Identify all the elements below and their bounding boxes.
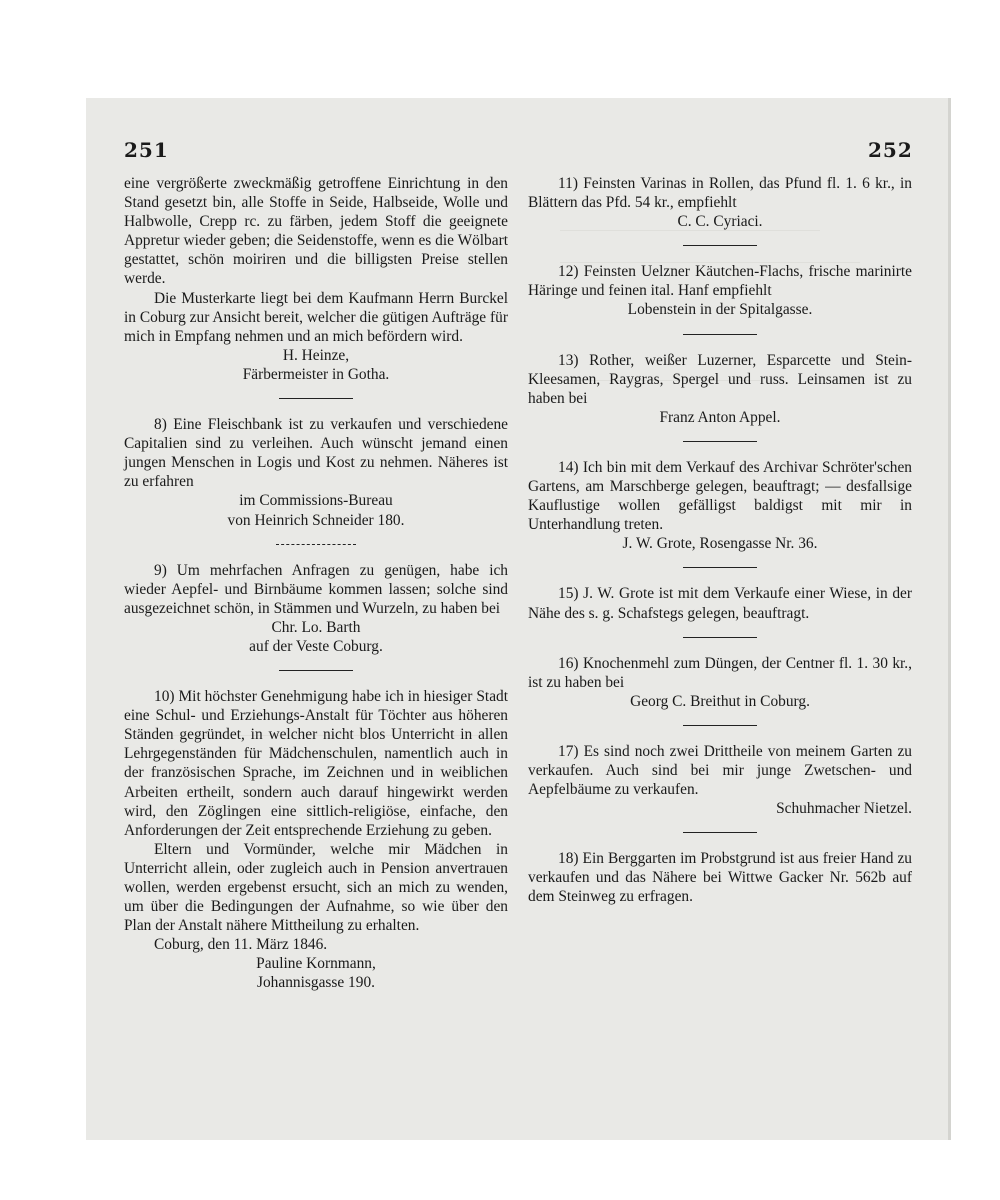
separator-rule: [683, 245, 757, 246]
separator-rule: [683, 637, 757, 638]
ad-signature: J. W. Grote, Rosengasse Nr. 36.: [622, 535, 818, 553]
separator-rule: [683, 441, 757, 442]
ad-13: [528, 351, 912, 427]
ad-signature: Pauline Kornmann,: [256, 955, 376, 973]
separator-rule: [279, 670, 353, 671]
left-column: [124, 174, 508, 993]
ad-signature: Schuhmacher Nietzel.: [776, 800, 912, 818]
ad-text: 14) Ich bin mit dem Verkauf des Archivar Schröter'schen Gartens, am Marschberge gelegen, beauftragt; — desfallsige Kauflustige wollen gefälligst baldigst mit mir in Unterhandlung treten.: [528, 458, 912, 534]
ad-text: 11) Feinsten Varinas in Rollen, das Pfund fl. 1. 6 kr., in Blättern das Pfd. 54 kr., empfiehlt: [528, 175, 912, 212]
ad-text: 18) Ein Berggarten im Probstgrund ist aus freier Hand zu verkaufen und das Nähere bei Wittwe Gacker Nr. 562b auf dem Steinweg zu erfragen.: [528, 850, 912, 906]
ad-text: 15) J. W. Grote ist mit dem Verkaufe einer Wiese, in der Nähe des s. g. Schafstegs gelegen, beauftragt.: [528, 585, 912, 622]
ad-12: [528, 262, 912, 319]
ad-signature: Georg C. Breithut in Coburg.: [630, 692, 810, 710]
separator-rule: [683, 725, 757, 726]
separator-rule: [683, 334, 757, 335]
right-column: [528, 174, 912, 907]
ad-text: eine vergrößerte zweckmäßig getroffene Einrichtung in den Stand gesetzt bin, alle Stoffe in Seide, Halbseide, Wolle und Halbwolle, Crepp rc. zu färben, jedem Stoff die geeignete Appretur wieder geben; die Seidenstoffe, wenn es die Wölbart gestattet, schön moiriren und die billigsten Preise stellen werde.: [124, 175, 508, 288]
ad-text: Eltern und Vormünder, welche mir Mädchen in Unterricht allein, oder zugleich auch in Pension anvertrauen wollen, werden ergebenst ersucht, sich an mich zu wenden, um über die Bedingungen der Aufnahme, so wie über den Plan der Anstalt nähere Mittheilung zu erhalten.: [124, 840, 508, 935]
separator-rule: [683, 832, 757, 833]
ad-signature: von Heinrich Schneider 180.: [227, 511, 405, 529]
ad-8: [124, 415, 508, 530]
ad-text: Die Musterkarte liegt bei dem Kaufmann Herrn Burckel in Coburg zur Ansicht bereit, welcher die gütigen Aufträge für mich in Empfang nehmen und an mich befördern wird.: [124, 289, 508, 345]
ad-text: 12) Feinsten Uelzner Käutchen-Flachs, frische marinirte Häringe und feinen ital. Hanf empfiehlt: [528, 263, 912, 300]
ad-text: 10) Mit höchster Genehmigung habe ich in hiesiger Stadt eine Schul- und Erziehungs-Anstalt für Töchter aus höheren Ständen gegründet, in welcher nicht blos Unterricht in allen Lehrgegenständen für Mädchenschulen, namentlich auch in der französischen Sprache, im Zeichnen und in weiblichen Arbeiten ertheilt, sondern auch darauf hingewirkt werden wird, den Zöglingen eine sittlich-religiöse, einfache, den Anforderungen der Zeit entsprechende Erziehung zu geben.: [124, 688, 508, 839]
ad-9: [124, 561, 508, 656]
ad-16: [528, 654, 912, 711]
ad-15: [528, 584, 912, 622]
left-page-number: 251: [124, 138, 169, 162]
separator-rule: [279, 398, 353, 399]
ad-signature: auf der Veste Coburg.: [249, 637, 383, 655]
ad-signature: Chr. Lo. Barth: [271, 618, 361, 636]
ad-18: [528, 849, 912, 906]
ad-10: [124, 687, 508, 993]
ad-signature: C. C. Cyriaci.: [677, 213, 763, 231]
ad-signature: Färbermeister in Gotha.: [242, 365, 390, 383]
ad-text: 9) Um mehrfachen Anfragen zu genügen, habe ich wieder Aepfel- und Birnbäume kommen lassen; solche sind ausgezeichnet schön, in Stämmen und Wurzeln, zu haben bei: [124, 561, 508, 617]
ad-14: [528, 458, 912, 553]
ad-signature: Johannisgasse 190.: [257, 974, 375, 992]
ad-text: 8) Eine Fleischbank ist zu verkaufen und verschiedene Capitalien sind zu verleihen. Auch wünscht jemand einen jungen Menschen in Logis und Kost zu nehmen. Näheres ist zu erfahren: [124, 416, 508, 491]
ad-signature: Lobenstein in der Spitalgasse.: [627, 301, 813, 319]
separator-rule: [683, 567, 757, 568]
ad-text: 16) Knochenmehl zum Düngen, der Centner fl. 1. 30 kr., ist zu haben bei: [528, 654, 912, 691]
ad-signature: H. Heinze,: [282, 346, 350, 364]
right-page-number: 252: [868, 138, 913, 162]
ad-17: [528, 742, 912, 818]
ad-7-continuation: [124, 174, 508, 384]
separator-rule: [276, 544, 356, 545]
ad-text: 17) Es sind noch zwei Drittheile von meinem Garten zu verkaufen. Auch sind bei mir junge Zwetschen- und Aepfelbäume zu verkaufen.: [528, 742, 912, 799]
ad-11: [528, 174, 912, 231]
ad-date: Coburg, den 11. März 1846.: [154, 936, 328, 954]
ad-signature: Franz Anton Appel.: [659, 408, 781, 426]
ad-text: 13) Rother, weißer Luzerner, Esparcette und Stein-Kleesamen, Raygras, Spergel und russ. Leinsamen ist zu haben bei: [528, 351, 912, 407]
ad-signature: im Commissions-Bureau: [239, 492, 393, 510]
